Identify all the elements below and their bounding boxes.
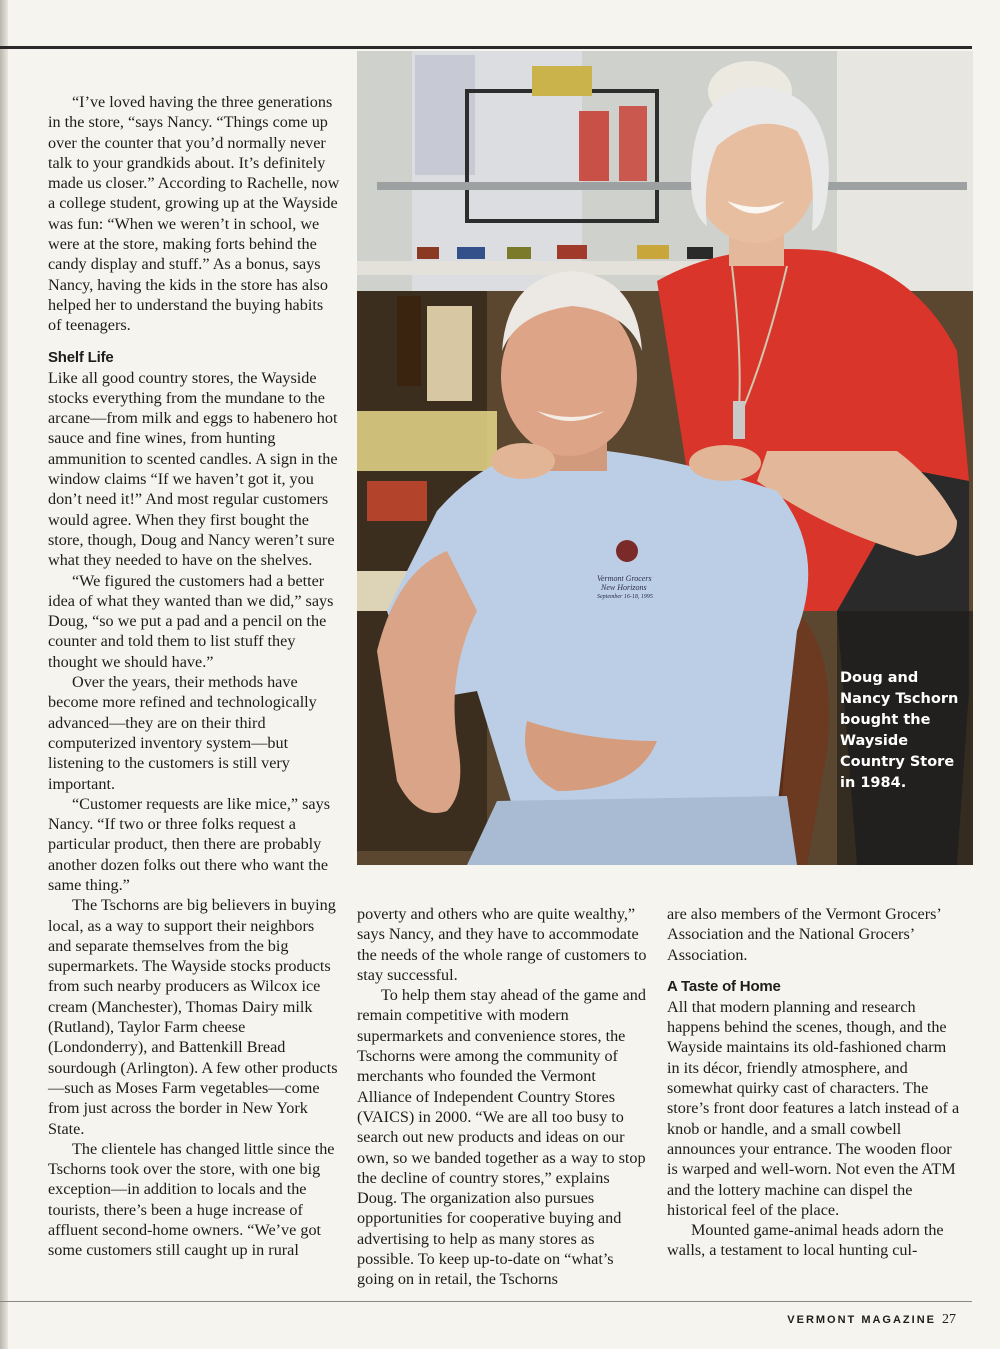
photo-caption: Doug and Nancy Tschorn bought the Wayside Country Store in 1984. xyxy=(840,670,959,791)
page-footer xyxy=(787,1312,956,1328)
page-binding-shadow xyxy=(0,0,8,1349)
paragraph: “I’ve loved having the three generations in the store, “says Nancy. “Things come up over the counter that you’d normally never talk to your grandkids about. It’s definitely made us closer.” According to Rachelle, now a college student, growing up at the Wayside was fun: “When we weren’t in school, we were at the store, making forts behind the candy display and stuff.” As a bonus, says Nancy, having the kids in the store has also helped her to understand the buying habits of teenagers. xyxy=(48,93,340,335)
shirt-logo-line: Vermont Grocers xyxy=(597,574,652,583)
bottom-rule xyxy=(0,1301,972,1302)
page-number: 27 xyxy=(942,1312,956,1327)
paragraph: “We figured the customers had a better idea of what they wanted than we did,” says Doug, “so we put a pad and a pencil on the counter and told them to list stuff they thought we should have.” xyxy=(48,571,334,671)
paragraph: are also members of the Vermont Grocers’ Association and the National Grocers’ Association. xyxy=(667,905,941,964)
paragraph: The clientele has changed little since the Tschorns took over the store, with one big exception—in addition to locals and the tourists, there’s been a huge increase of affluent second-home owners. “We’ve got some customers still caught up in rural xyxy=(48,1139,335,1260)
paragraph: To help them stay ahead of the game and remain competitive with modern supermarkets and convenience stores, the Tschorns were among the community of merchants who founded the Vermont Alliance of Independent Country Stores (VAICS) in 2000. “We are all too busy to search out new products and ideas on our own, so we banded together as a way to stop the decline of country stores,” explains Doug. The organization also pursues opportunities for cooperative buying and advertising to help as many stores as possible. To keep up-to-date on “what’s going on in retail, the Tschorns xyxy=(357,986,646,1289)
paragraph: “Customer requests are like mice,” says Nancy. “If two or three folks request a particular product, then there are probably another dozen folks out there who want the same thing.” xyxy=(48,794,331,894)
section-heading-shelf-life: Shelf Life xyxy=(48,348,114,366)
paragraph: The Tschorns are big believers in buying local, as a way to support their neighbors and separate themselves from the big supermarkets. The Wayside stocks products from such nearby producers as Wilcox ice cream (Manchester), Thomas Dairy milk (Rutland), Taylor Farm cheese (Londonderry), and Battenkill Bread sourdough (Arlington). A few other products—such as Moses Farm vegetables—come from just across the border in New York State. xyxy=(48,896,338,1138)
top-rule xyxy=(0,46,972,49)
shirt-logo-line: September 16-18, 1995 xyxy=(597,594,653,600)
paragraph: All that modern planning and research happens behind the scenes, though, and the Wayside maintains its old-fashioned charm in its décor, friendly atmosphere, and somewhat quirky cast of characters. The store’s front door features a latch instead of a knob or handle, and a small cowbell announces your entrance. The wooden floor is warped and well-worn. Not even the ATM and the lottery machine can dispel the historical feel of the place. xyxy=(667,997,960,1219)
shirt-logo-line: New Horizons xyxy=(601,583,647,592)
article-column-1 xyxy=(48,92,340,1261)
magazine-name: VERMONT MAGAZINE xyxy=(787,1314,936,1326)
article-column-2 xyxy=(357,904,649,1290)
paragraph: Mounted game-animal heads adorn the walls, a testament to local hunting cul- xyxy=(667,1221,944,1260)
paragraph: Over the years, their methods have become more refined and technologically advanced—they are on their third computerized inventory system—but listening to the customers is still very important. xyxy=(48,673,317,793)
paragraph: poverty and others who are quite wealthy,” says Nancy, and they have to accommodate the needs of the whole range of customers to stay successful. xyxy=(357,905,647,984)
paragraph: Like all good country stores, the Wayside stocks everything from the mundane to the arcane—from milk and eggs to habenero hot sauce and fine wines, from hunting ammunition to scented candles. A sign in the window claims “If we haven’t got it, you don’t need it!” And most regular customers would agree. When they first bought the store, though, Doug and Nancy weren’t sure what they needed to have on the shelves. xyxy=(48,368,338,570)
section-heading-a-taste-of-home: A Taste of Home xyxy=(667,977,781,995)
article-column-3 xyxy=(667,904,961,1261)
